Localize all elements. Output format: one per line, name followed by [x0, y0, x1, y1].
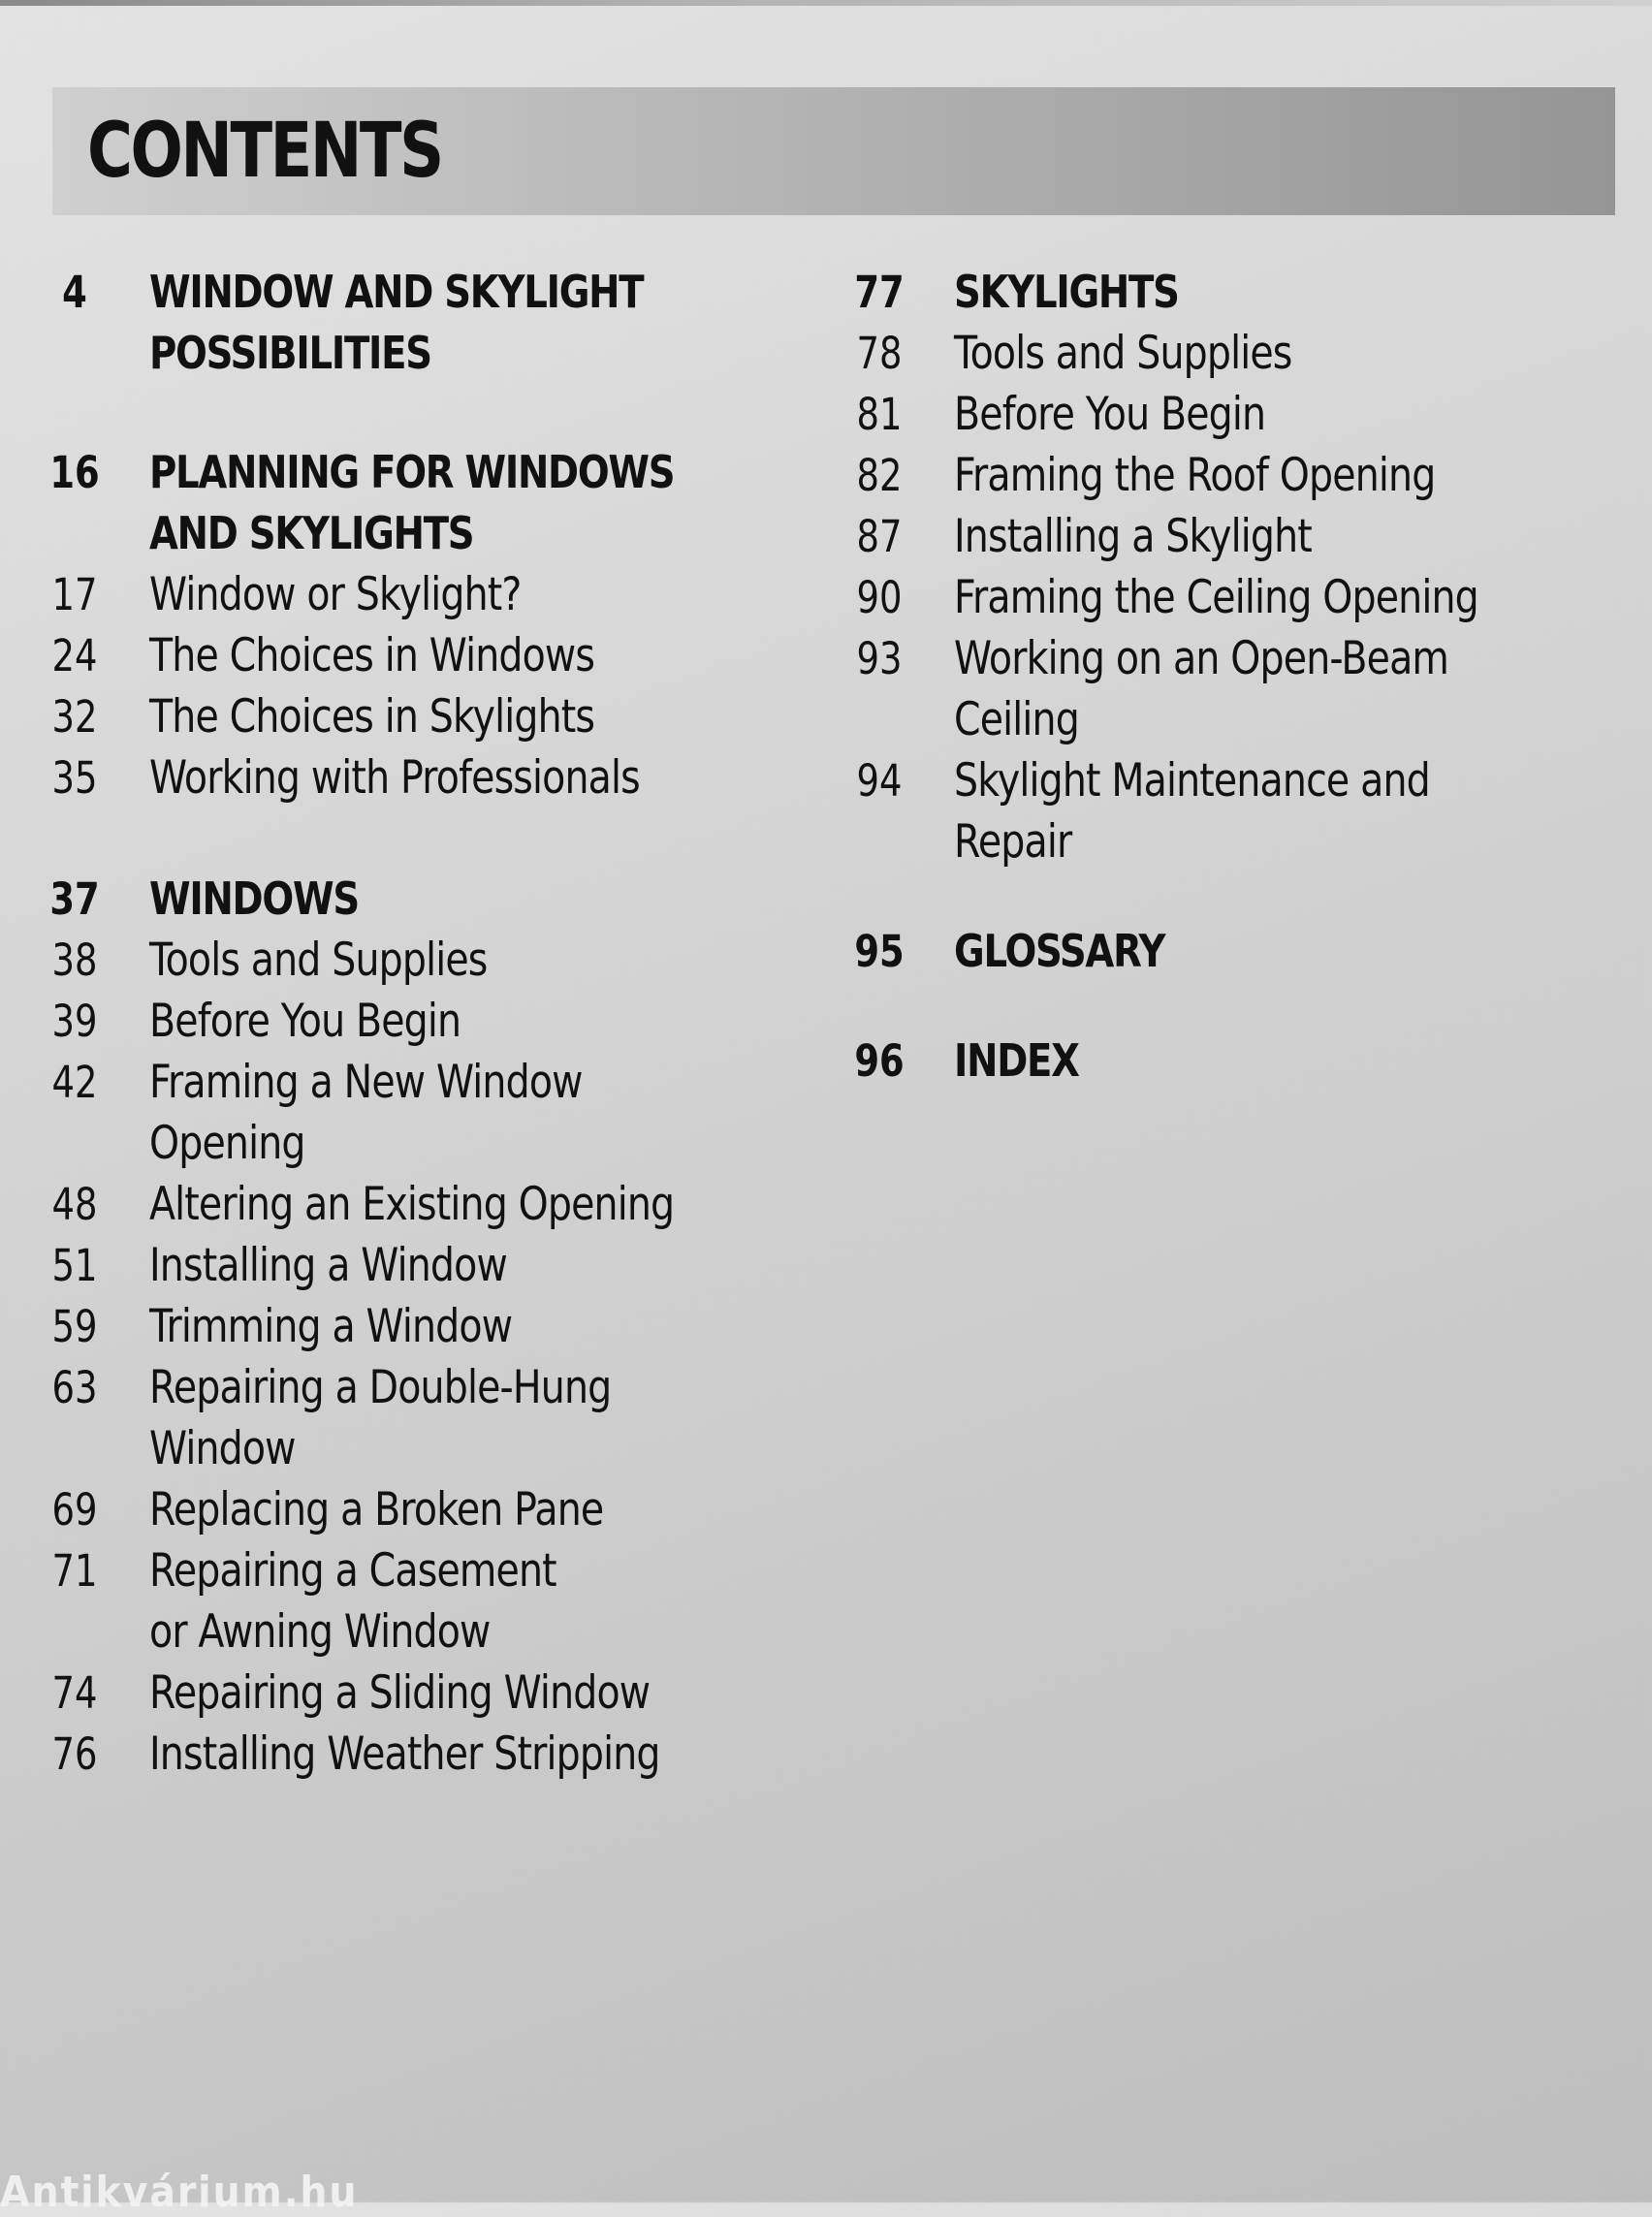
toc-entry[interactable]	[39, 930, 834, 991]
toc-entry-title: Skylight Maintenance and Repair	[954, 754, 1430, 869]
toc-entry-title: Repairing a Casement or Awning Window	[149, 1544, 556, 1659]
contents-header-band	[52, 87, 1615, 215]
toc-entry[interactable]	[843, 628, 1619, 750]
toc-page-number: 39	[51, 996, 98, 1047]
toc-left-column	[39, 262, 834, 1785]
toc-page-number: 51	[51, 1240, 98, 1291]
toc-page-number: 4	[62, 267, 87, 318]
toc-page-number: 78	[856, 328, 903, 379]
toc-entry-section[interactable]	[843, 262, 1619, 323]
toc-entry-title: Tools and Supplies	[149, 934, 488, 987]
toc-page-number: 16	[49, 447, 100, 498]
toc-entry[interactable]	[39, 564, 834, 625]
toc-page-number: 90	[856, 572, 903, 623]
toc-entry[interactable]	[39, 747, 834, 808]
toc-entry-title: Framing the Ceiling Opening	[954, 571, 1478, 624]
toc-entry-section[interactable]	[39, 262, 834, 384]
toc-entry[interactable]	[39, 625, 834, 686]
toc-section-title: GLOSSARY	[954, 925, 1165, 977]
toc-section-title: INDEX	[954, 1034, 1079, 1087]
toc-entry[interactable]	[39, 1540, 834, 1663]
toc-entry[interactable]	[39, 1663, 834, 1724]
toc-entry-title: The Choices in Skylights	[149, 690, 595, 744]
toc-entry[interactable]	[39, 1296, 834, 1357]
toc-entry[interactable]	[39, 1235, 834, 1296]
toc-entry-title: Working with Professionals	[149, 751, 640, 805]
toc-entry-title: Before You Begin	[149, 995, 461, 1048]
toc-section-title: SKYLIGHTS	[954, 266, 1179, 318]
toc-entry-title: Window or Skylight?	[149, 568, 522, 621]
toc-page-number: 69	[51, 1484, 98, 1536]
toc-entry-title: Framing the Roof Opening	[954, 449, 1436, 502]
toc-page-number: 59	[51, 1301, 98, 1352]
toc-entry-title: Before You Begin	[954, 388, 1266, 441]
toc-entry[interactable]	[843, 445, 1619, 506]
toc-section-title: WINDOWS	[149, 872, 359, 925]
toc-page-number: 96	[854, 1035, 905, 1087]
toc-page-number: 87	[856, 511, 903, 562]
toc-page-number: 82	[856, 450, 903, 501]
toc-entry[interactable]	[843, 323, 1619, 384]
toc-entry-section[interactable]	[39, 869, 834, 930]
toc-page-number: 76	[51, 1728, 98, 1780]
toc-entry-title: Installing Weather Stripping	[149, 1727, 660, 1781]
toc-page-number: 42	[51, 1057, 98, 1108]
toc-entry-glossary[interactable]	[843, 921, 1619, 982]
toc-entry-title: Trimming a Window	[149, 1300, 513, 1353]
toc-entry[interactable]	[843, 384, 1619, 445]
toc-page-number: 63	[51, 1362, 98, 1413]
toc-page-number: 24	[51, 630, 98, 681]
toc-page-number: 38	[51, 934, 98, 986]
toc-page-number: 77	[854, 267, 905, 318]
toc-entry[interactable]	[843, 567, 1619, 628]
toc-page-number: 93	[856, 633, 903, 684]
toc-entry[interactable]	[843, 506, 1619, 567]
toc-page-number: 71	[51, 1545, 98, 1597]
toc-entry-title: Repairing a Double-Hung Window	[149, 1361, 612, 1475]
toc-entry[interactable]	[843, 750, 1619, 872]
toc-entry[interactable]	[39, 991, 834, 1052]
toc-page-number: 74	[51, 1667, 98, 1719]
toc-page-number: 81	[856, 389, 903, 440]
page-title: CONTENTS	[87, 108, 442, 195]
toc-entry-title: Repairing a Sliding Window	[149, 1666, 651, 1720]
toc-page-number: 94	[856, 755, 903, 807]
toc-entry-section[interactable]	[39, 442, 834, 564]
toc-page-number: 32	[51, 691, 98, 743]
page-edge	[0, 0, 1652, 6]
toc-entry-title: Tools and Supplies	[954, 327, 1292, 380]
toc-page-number: 37	[49, 873, 100, 925]
toc-entry-title: Altering an Existing Opening	[149, 1178, 675, 1231]
toc-entry-index[interactable]	[843, 1030, 1619, 1092]
toc-entry[interactable]	[39, 686, 834, 747]
toc-entry[interactable]	[39, 1357, 834, 1479]
toc-page-number: 17	[51, 569, 98, 620]
toc-page-number: 95	[854, 926, 905, 977]
toc-section-title: WINDOW AND SKYLIGHT POSSIBILITIES	[149, 266, 644, 379]
toc-entry[interactable]	[39, 1724, 834, 1785]
toc-right-column	[843, 262, 1619, 1092]
toc-entry-title: Replacing a Broken Pane	[149, 1483, 604, 1536]
toc-entry[interactable]	[39, 1174, 834, 1235]
toc-section-title: PLANNING FOR WINDOWS AND SKYLIGHTS	[149, 446, 675, 559]
toc-entry[interactable]	[39, 1479, 834, 1540]
toc-entry[interactable]	[39, 1052, 834, 1174]
toc-entry-title: Working on an Open-Beam Ceiling	[954, 632, 1449, 746]
toc-page-number: 35	[51, 752, 98, 804]
watermark-text: Antikvárium.hu	[0, 2168, 359, 2217]
toc-entry-title: Installing a Skylight	[954, 510, 1312, 563]
toc-entry-title: Installing a Window	[149, 1239, 507, 1292]
toc-entry-title: Framing a New Window Opening	[149, 1056, 583, 1170]
toc-entry-title: The Choices in Windows	[149, 629, 595, 682]
toc-page-number: 48	[51, 1179, 98, 1230]
